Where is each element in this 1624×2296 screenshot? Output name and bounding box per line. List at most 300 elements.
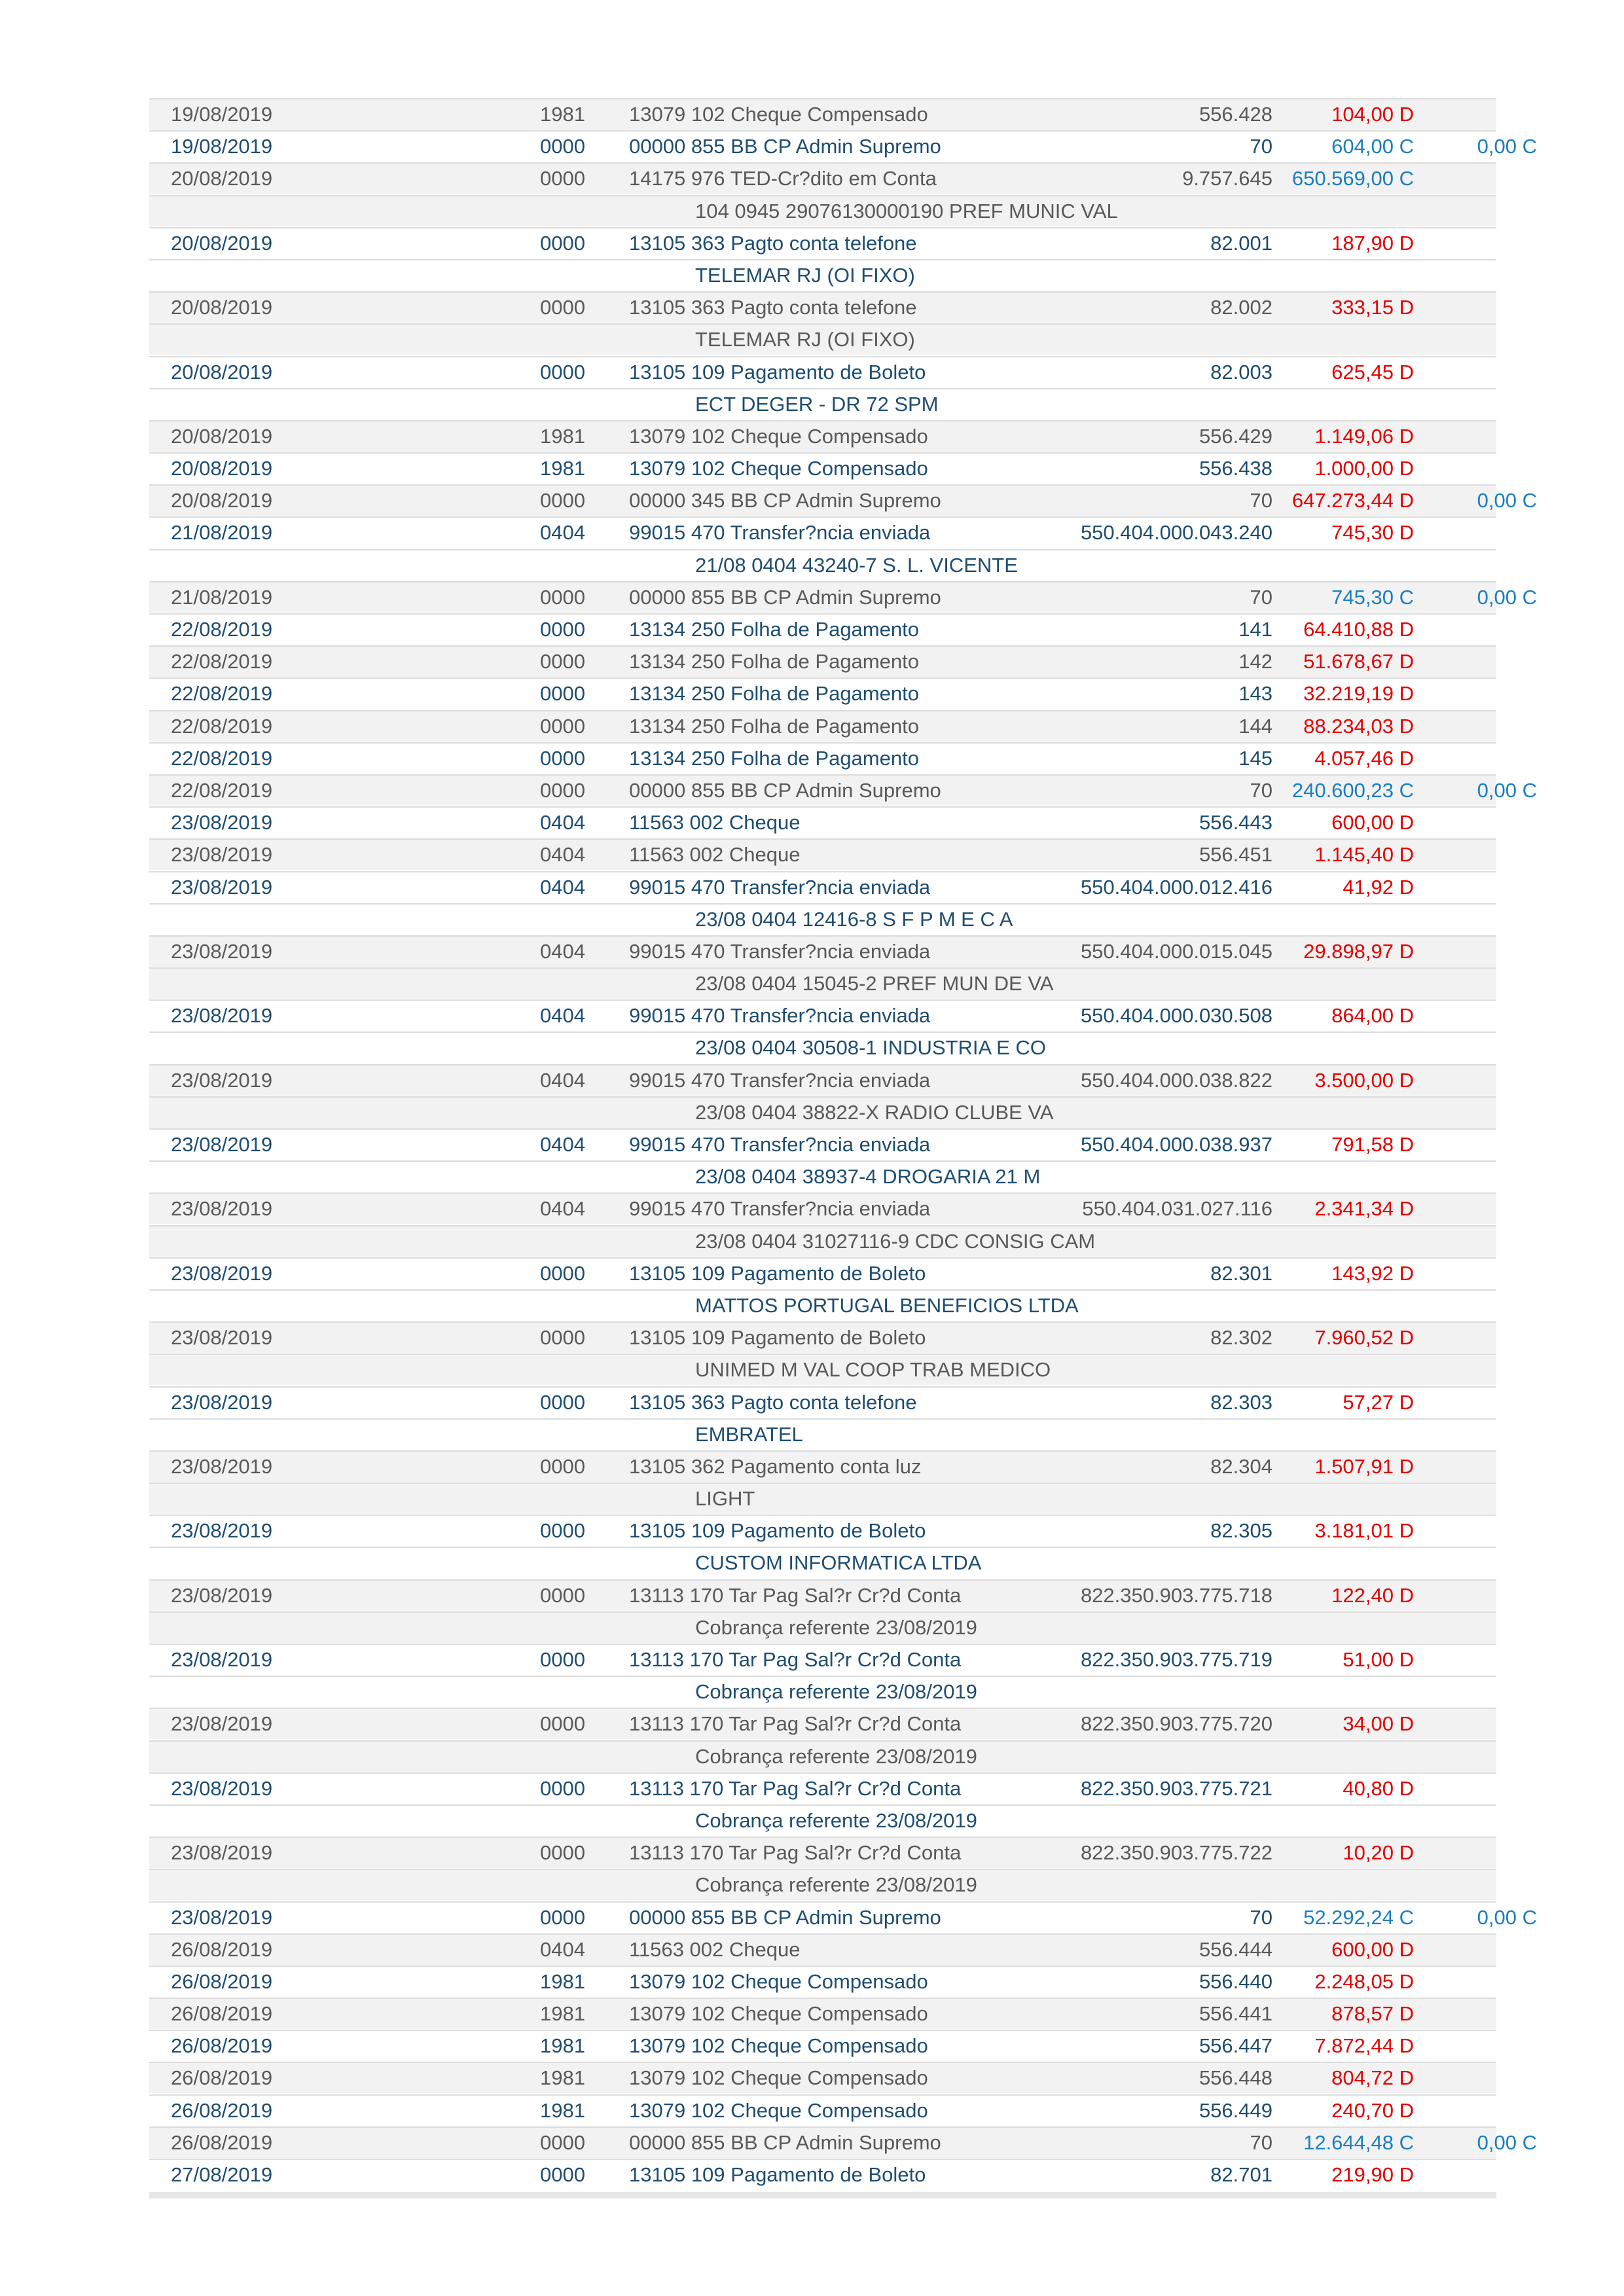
transaction-row bbox=[149, 1194, 1496, 1224]
transaction-document: 144 bbox=[1238, 714, 1272, 738]
transaction-agency: 0000 bbox=[540, 1776, 585, 1800]
transaction-description: 99015 470 Transfer?ncia enviada bbox=[629, 1068, 931, 1092]
transaction-date: 23/08/2019 bbox=[171, 1454, 273, 1478]
transaction-description: 13113 170 Tar Pag Sal?r Cr?d Conta bbox=[629, 1776, 962, 1800]
transaction-balance bbox=[1426, 164, 1537, 194]
transaction-document: 556.451 bbox=[1199, 843, 1272, 867]
transaction-detail-text: LIGHT bbox=[695, 1487, 755, 1511]
transaction-balance bbox=[1426, 1130, 1537, 1160]
transaction-agency: 0000 bbox=[540, 2163, 585, 2186]
transaction-agency: 0404 bbox=[540, 1937, 585, 1961]
transaction-agency: 1981 bbox=[540, 424, 585, 448]
transaction-detail-text: 23/08 0404 31027116-9 CDC CONSIG CAM bbox=[695, 1229, 1096, 1253]
transaction-date: 20/08/2019 bbox=[171, 360, 273, 384]
transaction-document: 70 bbox=[1250, 585, 1272, 609]
transaction-agency: 0000 bbox=[540, 2130, 585, 2154]
transaction-value: 804,72 D bbox=[1331, 2066, 1414, 2090]
transaction-document: 70 bbox=[1250, 489, 1272, 512]
transaction-description: 99015 470 Transfer?ncia enviada bbox=[629, 1004, 931, 1028]
transaction-description: 00000 855 BB CP Admin Supremo bbox=[629, 2130, 941, 2154]
transaction-date: 22/08/2019 bbox=[171, 682, 273, 706]
transaction-value: 219,90 D bbox=[1331, 2163, 1414, 2186]
transaction-description: 13134 250 Folha de Pagamento bbox=[629, 650, 919, 673]
transaction-date: 23/08/2019 bbox=[171, 1519, 273, 1543]
transaction-description: 00000 855 BB CP Admin Supremo bbox=[629, 585, 941, 609]
transaction-balance bbox=[1426, 2160, 1537, 2190]
transaction-balance bbox=[1426, 1999, 1537, 2029]
transaction-value: 1.507,91 D bbox=[1314, 1454, 1414, 1478]
transaction-balance bbox=[1426, 647, 1537, 677]
transaction-value: 791,58 D bbox=[1331, 1133, 1414, 1156]
transaction-value: 240,70 D bbox=[1331, 2098, 1414, 2122]
transaction-value: 34,00 D bbox=[1343, 1712, 1414, 1736]
transaction-agency: 0000 bbox=[540, 296, 585, 319]
transaction-agency: 0000 bbox=[540, 650, 585, 673]
transaction-document: 556.438 bbox=[1199, 457, 1272, 480]
transaction-description: 13105 362 Pagamento conta luz bbox=[629, 1454, 922, 1478]
transaction-agency: 0000 bbox=[540, 778, 585, 802]
transaction-description: 13134 250 Folha de Pagamento bbox=[629, 746, 919, 770]
transaction-detail-row bbox=[149, 1806, 1496, 1836]
transaction-document: 550.404.000.038.822 bbox=[1080, 1068, 1272, 1092]
transaction-balance bbox=[1426, 1967, 1537, 1997]
transaction-description: 13079 102 Cheque Compensado bbox=[629, 457, 928, 480]
transaction-document: 82.001 bbox=[1210, 231, 1272, 255]
transaction-value: 187,90 D bbox=[1331, 231, 1414, 255]
transaction-balance: 0,00 C bbox=[1477, 585, 1537, 609]
transaction-date: 27/08/2019 bbox=[171, 2163, 273, 2186]
transaction-row bbox=[149, 1935, 1496, 1965]
transaction-agency: 0404 bbox=[540, 1068, 585, 1092]
transaction-description: 13079 102 Cheque Compensado bbox=[629, 2034, 928, 2058]
transaction-detail-row bbox=[149, 1033, 1496, 1063]
transaction-row bbox=[149, 1581, 1496, 1611]
transaction-description: 13079 102 Cheque Compensado bbox=[629, 2098, 928, 2122]
transaction-agency: 0000 bbox=[540, 1648, 585, 1671]
transaction-balance bbox=[1426, 1709, 1537, 1739]
transaction-document: 82.002 bbox=[1210, 296, 1272, 319]
transaction-balance bbox=[1426, 1194, 1537, 1224]
transaction-row bbox=[149, 583, 1537, 613]
transaction-row bbox=[149, 1259, 1496, 1289]
transaction-row bbox=[149, 711, 1496, 742]
transaction-agency: 0000 bbox=[540, 1712, 585, 1736]
transaction-date: 21/08/2019 bbox=[171, 521, 273, 545]
transaction-row bbox=[149, 937, 1496, 967]
transaction-agency: 0000 bbox=[540, 1390, 585, 1414]
transaction-agency: 0000 bbox=[540, 1841, 585, 1865]
transaction-date: 26/08/2019 bbox=[171, 2098, 273, 2122]
transaction-agency: 0000 bbox=[540, 682, 585, 706]
transaction-description: 13134 250 Folha de Pagamento bbox=[629, 618, 919, 641]
transaction-document: 822.350.903.775.720 bbox=[1080, 1712, 1272, 1736]
transaction-value: 41,92 D bbox=[1343, 875, 1414, 899]
transaction-detail-text: Cobrança referente 23/08/2019 bbox=[695, 1680, 977, 1704]
transactions-table bbox=[149, 99, 1537, 2198]
transaction-date: 23/08/2019 bbox=[171, 1583, 273, 1607]
transaction-balance bbox=[1426, 454, 1537, 484]
transaction-row bbox=[149, 2031, 1496, 2061]
transaction-agency: 0404 bbox=[540, 1004, 585, 1028]
transaction-agency: 0000 bbox=[540, 746, 585, 770]
transaction-balance bbox=[1426, 2096, 1537, 2126]
transaction-balance bbox=[1426, 228, 1537, 259]
transaction-document: 550.404.000.038.937 bbox=[1080, 1133, 1272, 1156]
transaction-detail-row bbox=[149, 1484, 1496, 1514]
transaction-detail-text: TELEMAR RJ (OI FIXO) bbox=[695, 328, 915, 351]
transaction-row bbox=[149, 357, 1496, 387]
transaction-document: 82.003 bbox=[1210, 360, 1272, 384]
transaction-agency: 0000 bbox=[540, 618, 585, 641]
transaction-row bbox=[149, 422, 1496, 452]
transaction-date: 19/08/2019 bbox=[171, 135, 273, 158]
transaction-document: 556.428 bbox=[1199, 103, 1272, 126]
transaction-description: 13105 109 Pagamento de Boleto bbox=[629, 1261, 926, 1285]
transaction-agency: 0404 bbox=[540, 811, 585, 834]
transaction-balance bbox=[1426, 1388, 1537, 1418]
transaction-value: 52.292,24 C bbox=[1303, 1905, 1414, 1929]
transaction-description: 00000 855 BB CP Admin Supremo bbox=[629, 1905, 941, 1929]
transaction-row bbox=[149, 840, 1496, 870]
transaction-value: 240.600,23 C bbox=[1291, 778, 1414, 802]
transaction-balance bbox=[1426, 1001, 1537, 1031]
transaction-description: 13105 109 Pagamento de Boleto bbox=[629, 1519, 926, 1543]
transaction-document: 556.444 bbox=[1199, 1937, 1272, 1961]
transaction-date: 23/08/2019 bbox=[171, 1905, 273, 1929]
transaction-balance bbox=[1426, 1323, 1537, 1353]
transaction-value: 88.234,03 D bbox=[1303, 714, 1414, 738]
transaction-value: 745,30 C bbox=[1331, 585, 1414, 609]
transaction-row bbox=[149, 1388, 1496, 1418]
transaction-balance bbox=[1426, 422, 1537, 452]
transaction-description: 13079 102 Cheque Compensado bbox=[629, 1969, 928, 1993]
transaction-document: 82.305 bbox=[1210, 1519, 1272, 1543]
transaction-description: 14175 976 TED-Cr?dito em Conta bbox=[629, 167, 937, 190]
transaction-detail-row bbox=[149, 1227, 1496, 1257]
transaction-detail-text: ECT DEGER - DR 72 SPM bbox=[695, 392, 939, 416]
transaction-agency: 1981 bbox=[540, 103, 585, 126]
transaction-value: 104,00 D bbox=[1331, 103, 1414, 126]
transaction-document: 556.447 bbox=[1199, 2034, 1272, 2058]
transaction-document: 556.441 bbox=[1199, 2002, 1272, 2026]
transaction-balance bbox=[1426, 99, 1537, 130]
transaction-detail-row bbox=[149, 1742, 1496, 1772]
transaction-balance bbox=[1426, 840, 1537, 870]
transaction-detail-text: 21/08 0404 43240-7 S. L. VICENTE bbox=[695, 553, 1018, 577]
transaction-value: 2.248,05 D bbox=[1314, 1969, 1414, 1993]
transaction-document: 70 bbox=[1250, 2130, 1272, 2154]
transaction-description: 13113 170 Tar Pag Sal?r Cr?d Conta bbox=[629, 1841, 962, 1865]
transaction-description: 00000 855 BB CP Admin Supremo bbox=[629, 135, 941, 158]
transaction-detail-text: Cobrança referente 23/08/2019 bbox=[695, 1744, 977, 1768]
transaction-date: 19/08/2019 bbox=[171, 103, 273, 126]
transaction-date: 22/08/2019 bbox=[171, 618, 273, 641]
transaction-date: 26/08/2019 bbox=[171, 2130, 273, 2154]
transaction-date: 22/08/2019 bbox=[171, 746, 273, 770]
transaction-balance bbox=[1426, 293, 1537, 323]
transaction-balance: 0,00 C bbox=[1477, 135, 1537, 158]
transaction-date: 20/08/2019 bbox=[171, 296, 273, 319]
transaction-row bbox=[149, 2160, 1496, 2190]
transaction-value: 57,27 D bbox=[1343, 1390, 1414, 1414]
transaction-detail-row bbox=[149, 196, 1496, 226]
transaction-description: 11563 002 Cheque bbox=[629, 843, 801, 867]
transaction-agency: 0000 bbox=[540, 489, 585, 512]
transaction-document: 822.350.903.775.719 bbox=[1080, 1648, 1272, 1671]
transaction-balance bbox=[1426, 1645, 1537, 1675]
transaction-detail-text: MATTOS PORTUGAL BENEFICIOS LTDA bbox=[695, 1293, 1079, 1317]
transaction-value: 878,57 D bbox=[1331, 2002, 1414, 2026]
transaction-date: 26/08/2019 bbox=[171, 2066, 273, 2090]
transaction-balance: 0,00 C bbox=[1477, 2130, 1537, 2154]
transaction-value: 1.000,00 D bbox=[1314, 457, 1414, 480]
transaction-document: 82.701 bbox=[1210, 2163, 1272, 2186]
transaction-balance: 0,00 C bbox=[1477, 778, 1537, 802]
transaction-document: 145 bbox=[1238, 746, 1272, 770]
transaction-date: 26/08/2019 bbox=[171, 2002, 273, 2026]
transaction-agency: 0000 bbox=[540, 1261, 585, 1285]
transaction-document: 556.448 bbox=[1199, 2066, 1272, 2090]
transaction-balance bbox=[1426, 679, 1537, 709]
transaction-date: 23/08/2019 bbox=[171, 1841, 273, 1865]
transaction-balance bbox=[1426, 518, 1537, 548]
transaction-row bbox=[149, 1516, 1496, 1546]
transaction-value: 1.145,40 D bbox=[1314, 843, 1414, 867]
transaction-detail-text: Cobrança referente 23/08/2019 bbox=[695, 1873, 977, 1897]
transaction-detail-text: UNIMED M VAL COOP TRAB MEDICO bbox=[695, 1358, 1051, 1382]
transaction-detail-row bbox=[149, 1677, 1496, 1707]
transaction-row bbox=[149, 647, 1496, 677]
transaction-detail-row bbox=[149, 1162, 1496, 1192]
transaction-agency: 0404 bbox=[540, 521, 585, 545]
transaction-row bbox=[149, 454, 1496, 484]
transaction-agency: 0000 bbox=[540, 360, 585, 384]
transaction-description: 13105 109 Pagamento de Boleto bbox=[629, 2163, 926, 2186]
transaction-agency: 0000 bbox=[540, 167, 585, 190]
transaction-agency: 0000 bbox=[540, 135, 585, 158]
transaction-description: 99015 470 Transfer?ncia enviada bbox=[629, 875, 931, 899]
transaction-document: 70 bbox=[1250, 778, 1272, 802]
transaction-agency: 0404 bbox=[540, 939, 585, 963]
transaction-detail-text: TELEMAR RJ (OI FIXO) bbox=[695, 263, 915, 287]
transaction-agency: 0000 bbox=[540, 1519, 585, 1543]
transaction-detail-text: EMBRATEL bbox=[695, 1422, 803, 1446]
transaction-date: 22/08/2019 bbox=[171, 714, 273, 738]
transaction-description: 13113 170 Tar Pag Sal?r Cr?d Conta bbox=[629, 1583, 962, 1607]
transaction-row bbox=[149, 1130, 1496, 1160]
transaction-value: 333,15 D bbox=[1331, 296, 1414, 319]
transaction-description: 13105 363 Pagto conta telefone bbox=[629, 296, 917, 319]
transaction-agency: 0404 bbox=[540, 843, 585, 867]
transaction-description: 00000 855 BB CP Admin Supremo bbox=[629, 778, 941, 802]
transaction-value: 600,00 D bbox=[1331, 1937, 1414, 1961]
transaction-agency: 0000 bbox=[540, 1326, 585, 1350]
transaction-row bbox=[149, 1645, 1496, 1675]
transaction-detail-text: 23/08 0404 12416-8 S F P M E C A bbox=[695, 907, 1013, 931]
transaction-value: 29.898,97 D bbox=[1303, 939, 1414, 963]
transaction-agency: 0000 bbox=[540, 585, 585, 609]
transaction-description: 13113 170 Tar Pag Sal?r Cr?d Conta bbox=[629, 1648, 962, 1671]
transaction-description: 13079 102 Cheque Compensado bbox=[629, 2066, 928, 2090]
transaction-date: 26/08/2019 bbox=[171, 1937, 273, 1961]
transaction-agency: 1981 bbox=[540, 1969, 585, 1993]
transaction-document: 550.404.000.030.508 bbox=[1080, 1004, 1272, 1028]
transaction-document: 141 bbox=[1238, 618, 1272, 641]
transaction-date: 20/08/2019 bbox=[171, 457, 273, 480]
transaction-balance bbox=[1426, 1581, 1537, 1611]
transaction-document: 550.404.000.043.240 bbox=[1080, 521, 1272, 545]
transaction-row bbox=[149, 99, 1496, 130]
transaction-value: 650.569,00 C bbox=[1291, 167, 1414, 190]
transaction-document: 822.350.903.775.722 bbox=[1080, 1841, 1272, 1865]
transaction-detail-row bbox=[149, 260, 1496, 291]
transaction-row bbox=[149, 518, 1496, 548]
transaction-agency: 0000 bbox=[540, 1454, 585, 1478]
transaction-detail-row bbox=[149, 1548, 1496, 1578]
transaction-description: 11563 002 Cheque bbox=[629, 1937, 801, 1961]
transaction-balance bbox=[1426, 1516, 1537, 1546]
transaction-balance: 0,00 C bbox=[1477, 489, 1537, 512]
transaction-date: 23/08/2019 bbox=[171, 1776, 273, 1800]
transaction-document: 82.303 bbox=[1210, 1390, 1272, 1414]
transaction-date: 26/08/2019 bbox=[171, 2034, 273, 2058]
transaction-agency: 1981 bbox=[540, 2066, 585, 2090]
transaction-balance bbox=[1426, 1774, 1537, 1804]
transaction-row bbox=[149, 744, 1496, 774]
transaction-value: 51.678,67 D bbox=[1303, 650, 1414, 673]
transaction-value: 12.644,48 C bbox=[1303, 2130, 1414, 2154]
transaction-balance bbox=[1426, 357, 1537, 387]
transaction-row bbox=[149, 1903, 1537, 1933]
transaction-description: 00000 345 BB CP Admin Supremo bbox=[629, 489, 941, 512]
transaction-value: 64.410,88 D bbox=[1303, 618, 1414, 641]
transaction-agency: 0404 bbox=[540, 875, 585, 899]
transaction-date: 23/08/2019 bbox=[171, 1197, 273, 1221]
transaction-balance bbox=[1426, 744, 1537, 774]
transaction-detail-row bbox=[149, 1420, 1496, 1450]
transaction-detail-row bbox=[149, 969, 1496, 999]
transaction-row bbox=[149, 808, 1496, 838]
transaction-row bbox=[149, 228, 1496, 259]
transaction-agency: 0404 bbox=[540, 1197, 585, 1221]
transaction-row bbox=[149, 2063, 1496, 2093]
transaction-document: 550.404.031.027.116 bbox=[1082, 1197, 1272, 1221]
transaction-date: 20/08/2019 bbox=[171, 231, 273, 255]
transaction-detail-text: 23/08 0404 38822-X RADIO CLUBE VA bbox=[695, 1100, 1054, 1124]
transaction-detail-row bbox=[149, 1613, 1496, 1643]
transaction-document: 550.404.000.015.045 bbox=[1080, 939, 1272, 963]
transaction-date: 23/08/2019 bbox=[171, 939, 273, 963]
transaction-balance bbox=[1426, 1259, 1537, 1289]
transaction-value: 10,20 D bbox=[1343, 1841, 1414, 1865]
transaction-balance bbox=[1426, 711, 1537, 742]
transaction-document: 142 bbox=[1238, 650, 1272, 673]
transaction-row bbox=[149, 1838, 1496, 1868]
transaction-value: 4.057,46 D bbox=[1314, 746, 1414, 770]
transaction-description: 13134 250 Folha de Pagamento bbox=[629, 682, 919, 706]
transaction-description: 13079 102 Cheque Compensado bbox=[629, 424, 928, 448]
transaction-balance bbox=[1426, 2063, 1537, 2093]
transaction-date: 20/08/2019 bbox=[171, 489, 273, 512]
transaction-date: 23/08/2019 bbox=[171, 1004, 273, 1028]
transaction-date: 20/08/2019 bbox=[171, 167, 273, 190]
transaction-detail-row bbox=[149, 1098, 1496, 1128]
transaction-balance bbox=[1426, 872, 1537, 903]
transaction-agency: 0000 bbox=[540, 714, 585, 738]
transaction-balance bbox=[1426, 1066, 1537, 1096]
transaction-agency: 1981 bbox=[540, 457, 585, 480]
transaction-document: 822.350.903.775.721 bbox=[1080, 1776, 1272, 1800]
transaction-description: 13105 109 Pagamento de Boleto bbox=[629, 1326, 926, 1350]
transaction-document: 70 bbox=[1250, 135, 1272, 158]
transaction-date: 22/08/2019 bbox=[171, 650, 273, 673]
transaction-value: 600,00 D bbox=[1331, 811, 1414, 834]
transaction-date: 23/08/2019 bbox=[171, 1261, 273, 1285]
transaction-description: 13079 102 Cheque Compensado bbox=[629, 2002, 928, 2026]
transaction-detail-row bbox=[149, 1870, 1496, 1900]
transaction-value: 625,45 D bbox=[1331, 360, 1414, 384]
transaction-row bbox=[149, 1323, 1496, 1353]
transaction-balance bbox=[1426, 1452, 1537, 1482]
transaction-row bbox=[149, 132, 1537, 162]
transaction-value: 1.149,06 D bbox=[1314, 424, 1414, 448]
transaction-detail-row bbox=[149, 389, 1496, 420]
transaction-date: 23/08/2019 bbox=[171, 1390, 273, 1414]
transaction-row bbox=[149, 1967, 1496, 1997]
transaction-value: 647.273,44 D bbox=[1291, 489, 1414, 512]
transaction-description: 13079 102 Cheque Compensado bbox=[629, 103, 928, 126]
transaction-value: 143,92 D bbox=[1331, 1261, 1414, 1285]
table-bottom-bar bbox=[149, 2192, 1496, 2198]
transaction-agency: 1981 bbox=[540, 2034, 585, 2058]
transaction-agency: 0000 bbox=[540, 1905, 585, 1929]
transaction-date: 23/08/2019 bbox=[171, 875, 273, 899]
transaction-document: 9.757.645 bbox=[1182, 167, 1272, 190]
transaction-detail-text: 104 0945 29076130000190 PREF MUNIC VAL bbox=[695, 199, 1118, 223]
transaction-value: 604,00 C bbox=[1331, 135, 1414, 158]
transaction-description: 13134 250 Folha de Pagamento bbox=[629, 714, 919, 738]
transaction-description: 13105 363 Pagto conta telefone bbox=[629, 1390, 917, 1414]
transaction-row bbox=[149, 293, 1496, 323]
transaction-document: 82.304 bbox=[1210, 1454, 1272, 1478]
transaction-document: 82.301 bbox=[1210, 1261, 1272, 1285]
transaction-document: 556.449 bbox=[1199, 2098, 1272, 2122]
transaction-row bbox=[149, 1999, 1496, 2029]
transaction-description: 13105 363 Pagto conta telefone bbox=[629, 231, 917, 255]
transaction-agency: 0000 bbox=[540, 1583, 585, 1607]
transaction-detail-row bbox=[149, 905, 1496, 935]
transaction-detail-row bbox=[149, 1291, 1496, 1321]
transaction-description: 99015 470 Transfer?ncia enviada bbox=[629, 939, 931, 963]
transaction-row bbox=[149, 164, 1496, 194]
transaction-date: 20/08/2019 bbox=[171, 424, 273, 448]
transaction-row bbox=[149, 2096, 1496, 2126]
transaction-value: 7.872,44 D bbox=[1314, 2034, 1414, 2058]
transaction-date: 21/08/2019 bbox=[171, 585, 273, 609]
transaction-value: 122,40 D bbox=[1331, 1583, 1414, 1607]
transaction-detail-text: CUSTOM INFORMATICA LTDA bbox=[695, 1551, 982, 1575]
transaction-row bbox=[149, 1001, 1496, 1031]
transaction-value: 32.219,19 D bbox=[1303, 682, 1414, 706]
transaction-description: 99015 470 Transfer?ncia enviada bbox=[629, 1133, 931, 1156]
transaction-detail-text: 23/08 0404 15045-2 PREF MUN DE VA bbox=[695, 972, 1054, 996]
transaction-value: 745,30 D bbox=[1331, 521, 1414, 545]
transaction-date: 23/08/2019 bbox=[171, 1648, 273, 1671]
transaction-value: 3.181,01 D bbox=[1314, 1519, 1414, 1543]
transaction-date: 26/08/2019 bbox=[171, 1969, 273, 1993]
transaction-detail-text: 23/08 0404 30508-1 INDUSTRIA E CO bbox=[695, 1036, 1046, 1060]
transaction-date: 23/08/2019 bbox=[171, 1133, 273, 1156]
